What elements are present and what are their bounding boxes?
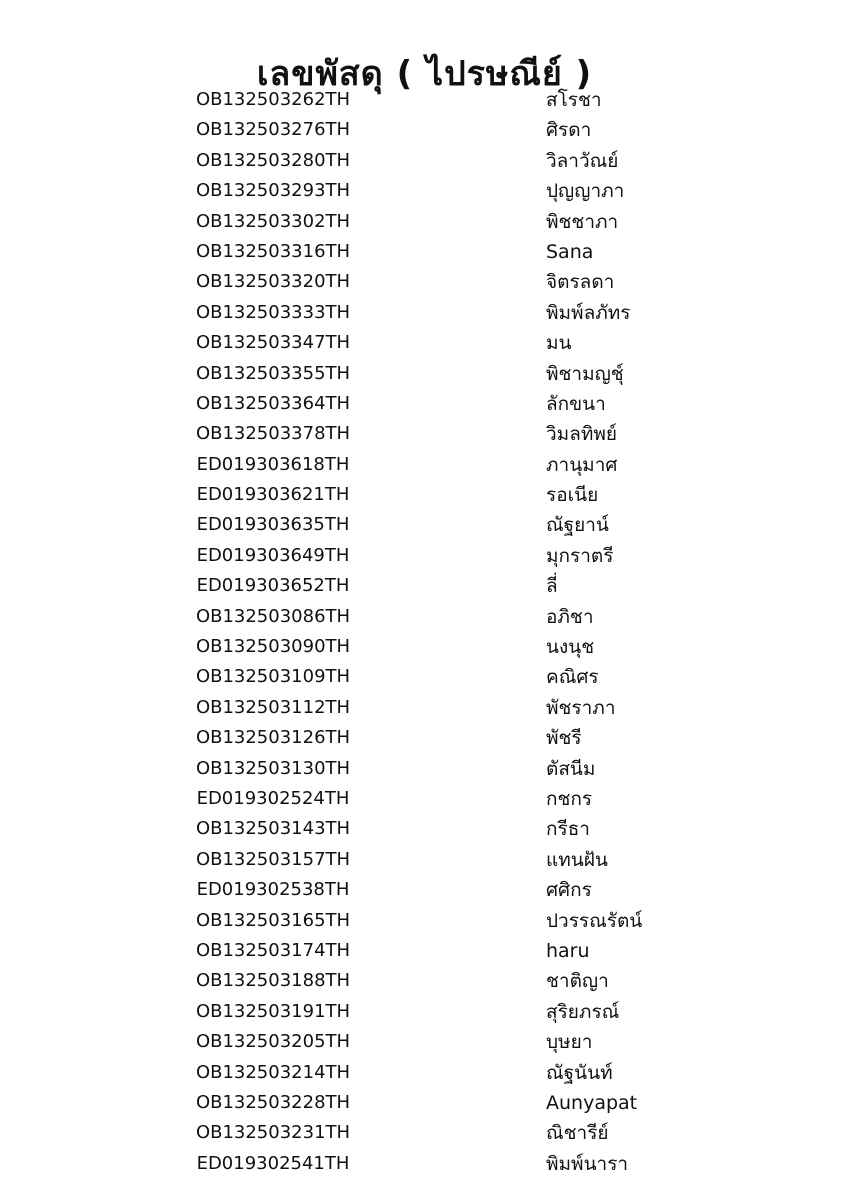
list-item [0, 814, 849, 844]
recipient-name: นงนุช [546, 636, 595, 659]
tracking-number: ED019303635TH [196, 514, 350, 536]
recipient-name: คณิศร [546, 666, 599, 689]
recipient-name: แทนฝัน [546, 848, 608, 871]
list-item [0, 906, 849, 936]
list-item [0, 1149, 849, 1179]
recipient-name: ศิรดา [546, 119, 592, 142]
list-item [0, 419, 849, 449]
list-item [0, 450, 849, 480]
tracking-number: ED019302524TH [196, 787, 350, 809]
list-item [0, 207, 849, 237]
list-item [0, 723, 849, 753]
recipient-name: วิลาวัณย์ [546, 149, 619, 172]
recipient-name: ณัฐยาน์ [546, 514, 609, 537]
recipient-name: ลี่ [546, 575, 558, 598]
tracking-number: OB132503276TH [195, 119, 351, 141]
recipient-name: Aunyapat [546, 1091, 638, 1114]
list-item [0, 389, 849, 419]
list-item [0, 176, 849, 206]
list-item [0, 1058, 849, 1088]
tracking-number: ED019302538TH [196, 879, 350, 901]
recipient-name: มุกราตรี [546, 544, 614, 567]
tracking-number: OB132503165TH [195, 909, 351, 931]
list-item [0, 966, 849, 996]
recipient-name: ชาติญา [546, 970, 609, 993]
tracking-number: OB132503112TH [195, 696, 351, 718]
recipient-name: ศศิกร [546, 879, 592, 902]
tracking-number: OB132503262TH [195, 89, 351, 110]
recipient-name: ณิชารีย์ [546, 1122, 609, 1145]
recipient-name: มน [546, 332, 572, 355]
list-item [0, 1088, 849, 1118]
recipient-name: กรีธา [546, 818, 590, 841]
list-item [0, 693, 849, 723]
tracking-number: OB132503157TH [195, 848, 351, 870]
tracking-number: ED019302541TH [196, 1152, 350, 1174]
list-item [0, 997, 849, 1027]
recipient-name: บุษยา [546, 1031, 593, 1054]
tracking-number: OB132503109TH [195, 666, 351, 688]
recipient-name: พิมพ์นารา [546, 1152, 629, 1175]
tracking-list [0, 85, 849, 1179]
tracking-number: ED019303649TH [196, 544, 350, 566]
recipient-name: สโรชา [546, 89, 602, 111]
tracking-number: OB132503143TH [195, 818, 351, 840]
tracking-number: OB132503320TH [195, 271, 351, 293]
recipient-name: พิมพ์ลภัทร [546, 301, 631, 324]
tracking-number: OB132503316TH [195, 240, 351, 262]
tracking-number: ED019303621TH [196, 484, 350, 506]
tracking-number: OB132503174TH [195, 939, 351, 961]
list-item [0, 875, 849, 905]
tracking-number: OB132503293TH [195, 180, 351, 202]
list-item [0, 328, 849, 358]
tracking-number: OB132503126TH [195, 727, 351, 749]
list-item [0, 480, 849, 510]
tracking-number: OB132503086TH [195, 605, 351, 627]
list-item [0, 845, 849, 875]
tracking-number: OB132503231TH [195, 1122, 351, 1144]
recipient-name: พิชชาภา [546, 210, 619, 233]
recipient-name: haru [546, 939, 590, 962]
recipient-name: สุริยภรณ์ [546, 1000, 620, 1023]
tracking-number: OB132503214TH [195, 1061, 351, 1083]
tracking-number: OB132503130TH [195, 757, 351, 779]
list-item [0, 115, 849, 145]
tracking-number: OB132503191TH [195, 1000, 351, 1022]
list-item [0, 146, 849, 176]
tracking-number: OB132503302TH [195, 210, 351, 232]
recipient-name: ภานุมาศ [546, 453, 618, 476]
list-item [0, 784, 849, 814]
recipient-name: อภิชา [546, 605, 594, 628]
recipient-name: ปวรรณรัตน์ [546, 909, 643, 932]
tracking-number: ED019303618TH [196, 453, 350, 475]
list-item [0, 662, 849, 692]
tracking-number: OB132503228TH [195, 1091, 351, 1113]
tracking-number: OB132503205TH [195, 1031, 351, 1053]
tracking-number: OB132503355TH [195, 362, 351, 384]
tracking-number: OB132503347TH [195, 332, 351, 354]
list-item [0, 237, 849, 267]
list-item [0, 359, 849, 389]
list-item [0, 541, 849, 571]
recipient-name: พิชามญชุ์ [546, 362, 624, 385]
recipient-name: รอเนีย [546, 484, 599, 507]
recipient-name: ณัฐนันท์ [546, 1061, 613, 1084]
tracking-number: OB132503188TH [195, 970, 351, 992]
recipient-name: วิมลทิพย์ [546, 423, 618, 446]
list-item [0, 632, 849, 662]
tracking-number: OB132503090TH [195, 636, 351, 658]
list-item [0, 602, 849, 632]
tracking-number: OB132503378TH [195, 423, 351, 445]
recipient-name: Sana [546, 240, 594, 263]
list-item [0, 510, 849, 540]
list-item [0, 298, 849, 328]
recipient-name: พัชรี [546, 727, 582, 750]
list-item [0, 571, 849, 601]
recipient-name: ตัสนีม [546, 757, 596, 780]
list-item [0, 267, 849, 297]
list-item [0, 1118, 849, 1148]
tracking-number: OB132503364TH [195, 392, 351, 414]
page-title: เลขพัสดุ ( ไปรษณีย์ ) [256, 53, 593, 94]
list-item [0, 85, 849, 115]
recipient-name: ลักขนา [546, 392, 606, 415]
list-item [0, 936, 849, 966]
tracking-number: OB132503280TH [195, 149, 351, 171]
recipient-name: ปุญญาภา [546, 180, 625, 203]
list-item [0, 754, 849, 784]
recipient-name: กชกร [546, 787, 593, 810]
tracking-number: ED019303652TH [196, 575, 350, 597]
recipient-name: พัชราภา [546, 696, 616, 719]
list-item [0, 1027, 849, 1057]
recipient-name: จิตรลดา [546, 271, 615, 294]
tracking-number: OB132503333TH [195, 301, 351, 323]
